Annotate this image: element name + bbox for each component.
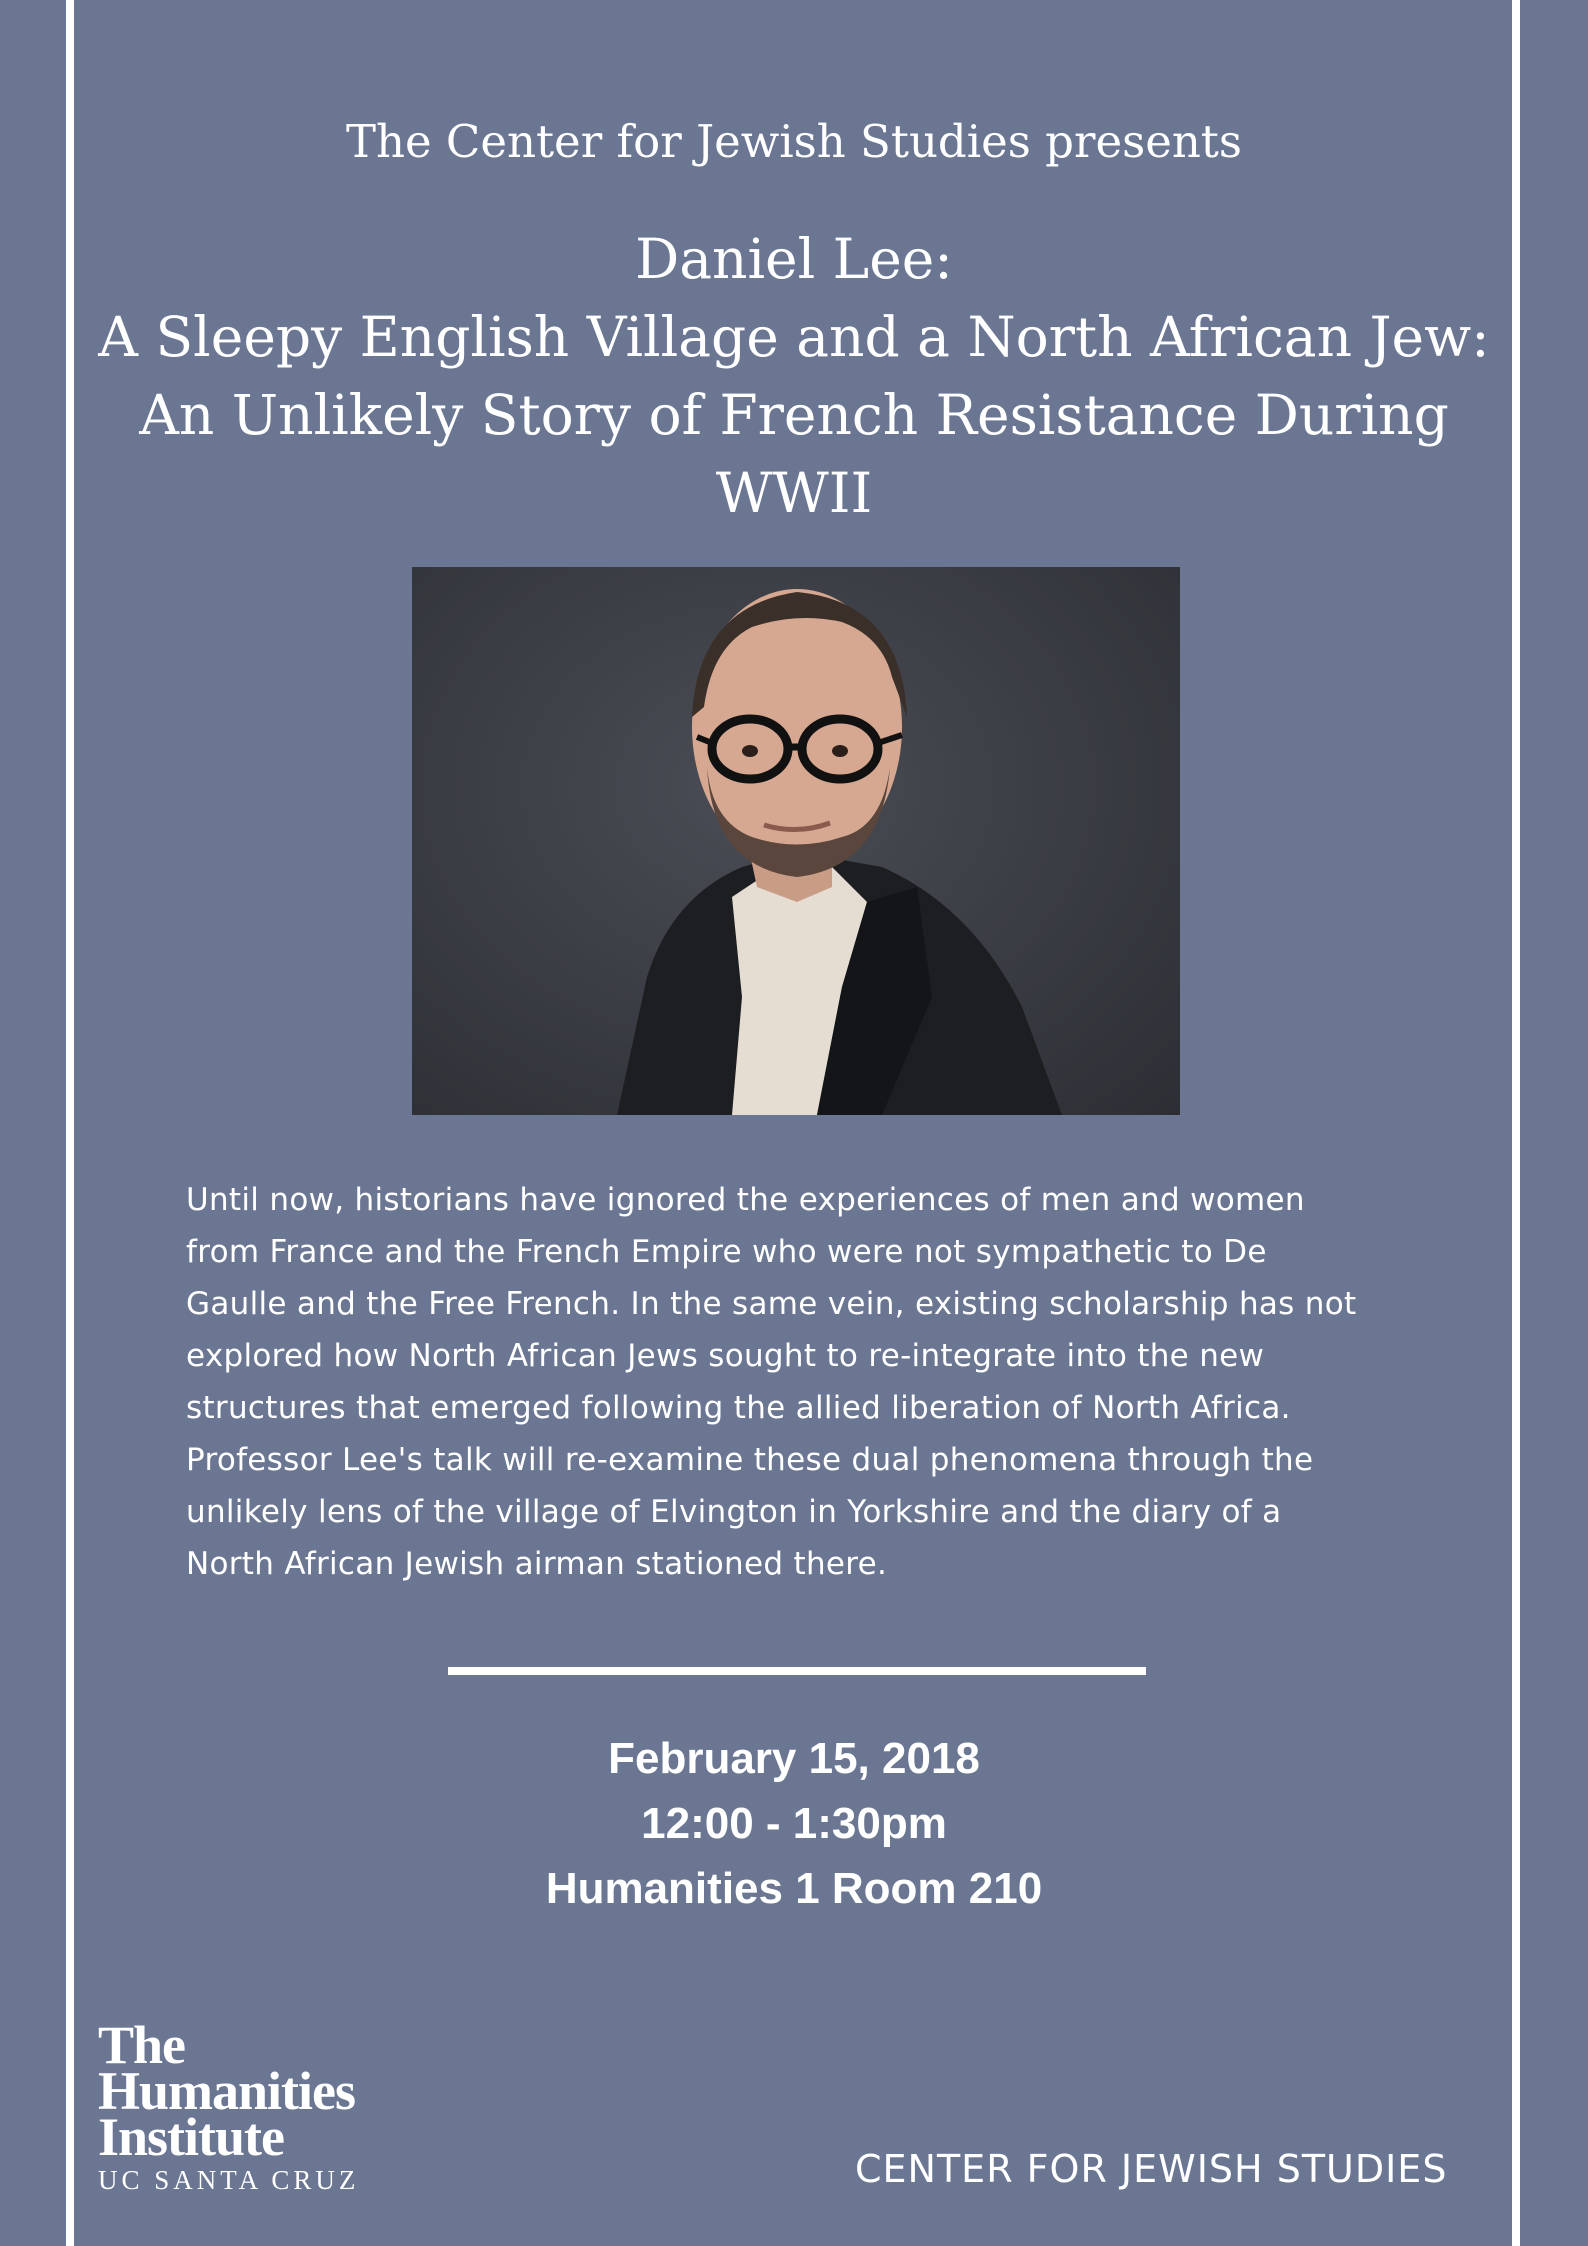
description-line: Until now, historians have ignored the experiences of men and women (186, 1182, 1305, 1218)
speaker-portrait (412, 567, 1180, 1115)
org-name: CENTER FOR JEWISH STUDIES (855, 2147, 1448, 2191)
portrait-illustration (412, 567, 1180, 1115)
description-line: North African Jewish airman stationed there. (186, 1546, 888, 1582)
event-details (0, 1726, 1588, 1921)
logo-subline: UC SANTA CRUZ (98, 2165, 360, 2195)
title-line: An Unlikely Story of French Resistance During (139, 383, 1449, 447)
event-date: February 15, 2018 (608, 1734, 980, 1783)
title-line: WWII (715, 461, 873, 525)
logo-line: The (98, 2015, 186, 2075)
description-line: unlikely lens of the village of Elvington in Yorkshire and the diary of a (186, 1494, 1282, 1530)
description-line: from France and the French Empire who were not sympathetic to De (186, 1234, 1267, 1270)
event-title (90, 220, 1498, 532)
title-line: Daniel Lee: (635, 227, 953, 291)
event-location: Humanities 1 Room 210 (545, 1864, 1043, 1913)
presenter-line: The Center for Jewish Studies presents (346, 115, 1242, 168)
logo-line: Institute (98, 2107, 285, 2167)
humanities-institute-logo (98, 2015, 360, 2200)
description-line: explored how North African Jews sought to re-integrate into the new (186, 1338, 1265, 1374)
description-line: Gaulle and the Free French. In the same vein, existing scholarship has not (186, 1286, 1357, 1322)
description-line: structures that emerged following the allied liberation of North Africa. (186, 1390, 1291, 1426)
title-line: A Sleepy English Village and a North African Jew: (98, 305, 1490, 369)
description-line: Professor Lee's talk will re-examine these dual phenomena through the (186, 1442, 1314, 1478)
divider (448, 1667, 1146, 1675)
event-time: 12:00 - 1:30pm (641, 1799, 947, 1848)
logo-line: Humanities (98, 2061, 356, 2121)
event-description (186, 1174, 1426, 1590)
